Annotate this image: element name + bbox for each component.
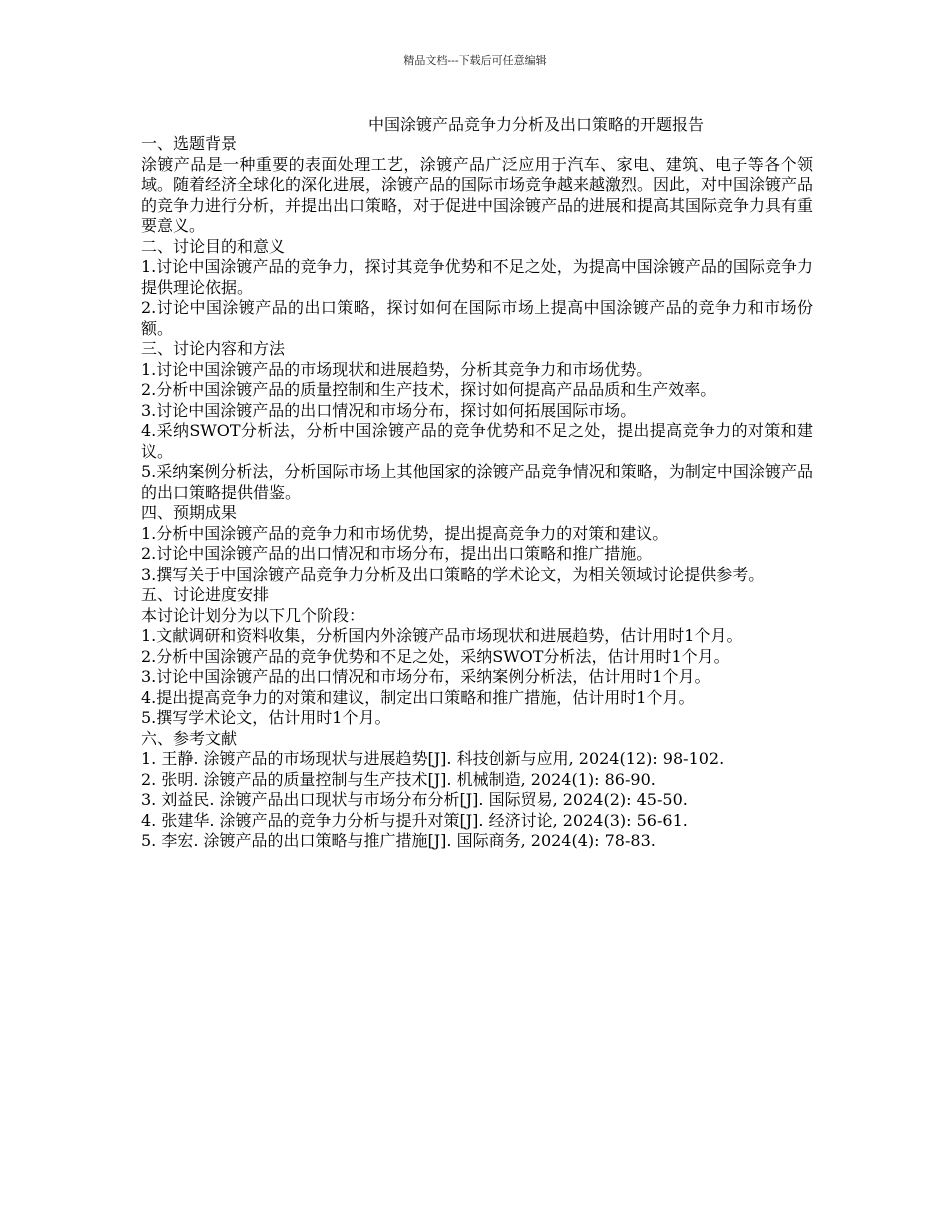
paragraph: 2.分析中国涂镀产品的竞争优势和不足之处，采纳SWOT分析法，估计用时1个月。 xyxy=(141,646,730,666)
paragraph: 涂镀产品是一种重要的表面处理工艺，涂镀产品广泛应用于汽车、家电、建筑、电子等各个领域。随着经济全球化的深化进展，涂镀产品的国际市场竞争越来越激烈。因此，对中国涂镀产品的竞争力进行分析，并提出出口策略，对于促进中国涂镀产品的进展和提高其国际竞争力具有重要意义。 xyxy=(141,154,814,235)
paragraph: 2.讨论中国涂镀产品的出口策略，探讨如何在国际市场上提高中国涂镀产品的竞争力和市场份额。 xyxy=(141,298,813,338)
paragraph: 1.文献调研和资料收集，分析国内外涂镀产品市场现状和进展趋势，估计用时1个月。 xyxy=(141,626,743,645)
reference-item: 4. 张建华. 涂镀产品的竞争力分析与提升对策[J]. 经济讨论, 2024(3): 56-61. xyxy=(141,810,688,830)
paragraph: 4.采纳SWOT分析法，分析中国涂镀产品的竞争优势和不足之处，提出提高竞争力的对策和建议。 xyxy=(141,421,813,461)
paragraph: 2.分析中国涂镀产品的质量控制和生产技术，探讨如何提高产品品质和生产效率。 xyxy=(141,380,717,399)
reference-item: 2. 张明. 涂镀产品的质量控制与生产技术[J]. 机械制造, 2024(1): 86-90. xyxy=(141,769,656,789)
paragraph: 5.采纳案例分析法，分析国际市场上其他国家的涂镀产品竞争情况和策略，为制定中国涂镀产品的出口策略提供借鉴。 xyxy=(141,462,813,502)
paragraph: 4.提出提高竞争力的对策和建议，制定出口策略和推广措施，估计用时1个月。 xyxy=(141,687,695,707)
section-heading: 二、讨论目的和意义 xyxy=(141,236,286,256)
reference-item: 1. 王静. 涂镀产品的市场现状与进展趋势[J]. 科技创新与应用, 2024(12): 98-102. xyxy=(141,749,725,768)
page-header-note: 精品文档---下载后可任意编辑 xyxy=(403,54,547,67)
section-heading: 一、选题背景 xyxy=(141,134,238,153)
paragraph: 3.讨论中国涂镀产品的出口情况和市场分布，采纳案例分析法，估计用时1个月。 xyxy=(141,667,711,686)
paragraph: 3.撰写关于中国涂镀产品竞争力分析及出口策略的学术论文，为相关领域讨论提供参考。 xyxy=(141,564,765,584)
section-heading: 四、预期成果 xyxy=(141,503,238,522)
document-body xyxy=(141,134,813,852)
document-title: 中国涂镀产品竞争力分析及出口策略的开题报告 xyxy=(368,115,705,134)
paragraph: 1.分析中国涂镀产品的竞争力和市场优势，提出提高竞争力的对策和建议。 xyxy=(141,523,669,543)
paragraph: 本讨论计划分为以下几个阶段： xyxy=(141,605,366,625)
paragraph: 2.讨论中国涂镀产品的出口情况和市场分布，提出出口策略和推广措施。 xyxy=(141,544,653,563)
section-heading: 五、讨论进度安排 xyxy=(141,585,270,604)
section-heading: 三、讨论内容和方法 xyxy=(141,339,286,358)
section-heading: 六、参考文献 xyxy=(141,728,238,748)
paragraph: 5.撰写学术论文，估计用时1个月。 xyxy=(141,708,391,727)
paragraph: 1.讨论中国涂镀产品的市场现状和进展趋势，分析其竞争力和市场优势。 xyxy=(141,359,653,379)
paragraph: 3.讨论中国涂镀产品的出口情况和市场分布，探讨如何拓展国际市场。 xyxy=(141,400,637,420)
paragraph: 1.讨论中国涂镀产品的竞争力，探讨其竞争优势和不足之处，为提高中国涂镀产品的国际竞争力提供理论依据。 xyxy=(141,257,813,297)
reference-item: 5. 李宏. 涂镀产品的出口策略与推广措施[J]. 国际商务, 2024(4): 78-83. xyxy=(141,831,656,850)
reference-item: 3. 刘益民. 涂镀产品出口现状与市场分布分析[J]. 国际贸易, 2024(2): 45-50. xyxy=(141,790,688,809)
